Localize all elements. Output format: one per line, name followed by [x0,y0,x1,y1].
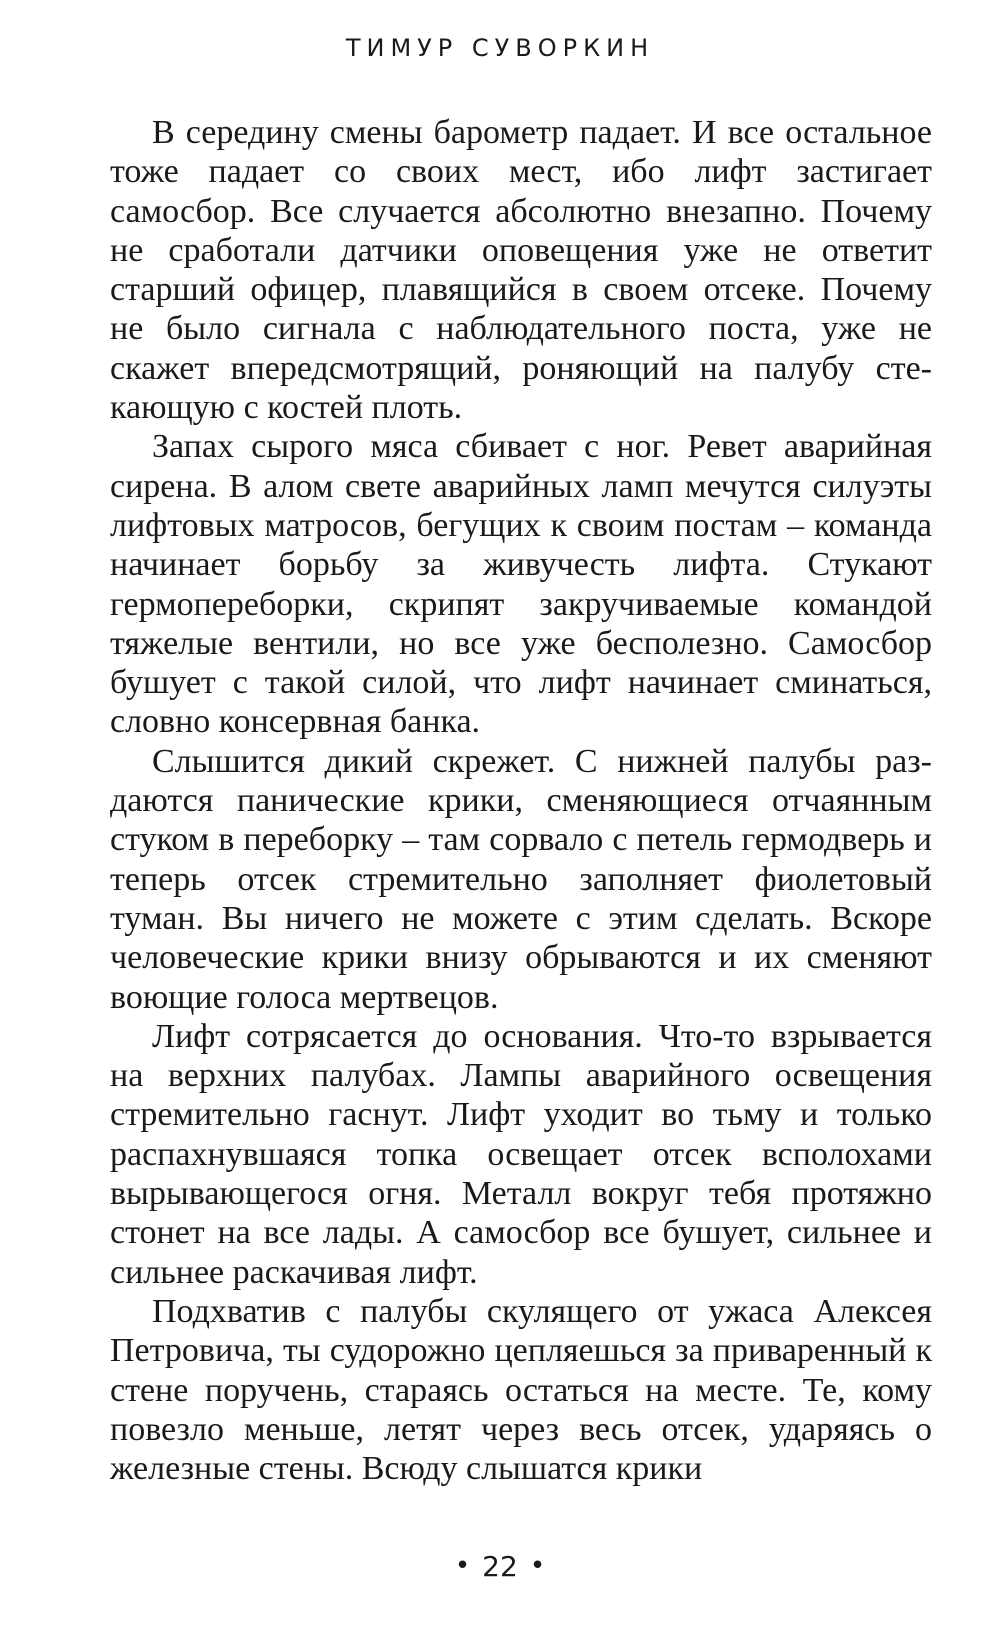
page-number: 22 [482,1550,518,1583]
paragraph: В середину смены барометр падает. И все остальное тоже падает со своих мест, ибо лифт застигает самосбор. Все случается абсолютно внезапно. Почему не сработали датчики оповещения уже не ответит старший офицер, плавящийся в своем отсеке. Почему не было сигнала с наблюдательного поста, уже не скажет впередсмотрящий, роняющий на палубу стекающую с костей плоть. [110,114,932,427]
folio-dot-left: • [454,1551,471,1581]
paragraph: Подхватив с палубы скулящего от ужаса Алексея Петровича, ты судорожно цепляешься за приваренный к стене поручень, стараясь остаться на месте. Те, кому повезло меньше, летят через весь отсек, ударяясь о железные стены. Всюду слышатся крики [110,1292,932,1488]
body-text [110,113,932,1488]
paragraph: Слышится дикий скрежет. С нижней палубы раздаются панические крики, сменяющиеся отчаянным стуком в переборку – там сорвало с петель гермодверь и теперь отсек стремительно заполняет фиолетовый туман. Вы ничего не можете с этим сделать. Вскоре человеческие крики внизу обрываются и их сменяют воющие голоса мертвецов. [110,742,932,1016]
folio-dot-right: • [529,1551,546,1581]
paragraph: Запах сырого мяса сбивает с ног. Ревет аварийная сирена. В алом свете аварийных ламп мечутся силуэты лифтовых матросов, бегущих к своим постам – команда начинает борьбу за живучесть лифта. Стукают гермопереборки, скрипят закручиваемые командой тяжелые вентили, но все уже бесполезно. Самосбор бушует с такой силой, что лифт начинает сминаться, словно консервная банка. [110,428,932,741]
paragraph: Лифт сотрясается до основания. Что-то взрывается на верхних палубах. Лампы аварийного освещения стремительно гаснут. Лифт уходит во тьму и только распахнувшаяся топка освещает отсек всполохами вырывающегося огня. Металл вокруг тебя протяжно стонет на все лады. А самосбор все бушует, сильнее и сильнее раскачивая лифт. [110,1017,932,1291]
page-folio [0,1550,1000,1583]
running-head-author: ТИМУР СУВОРКИН [345,34,655,62]
